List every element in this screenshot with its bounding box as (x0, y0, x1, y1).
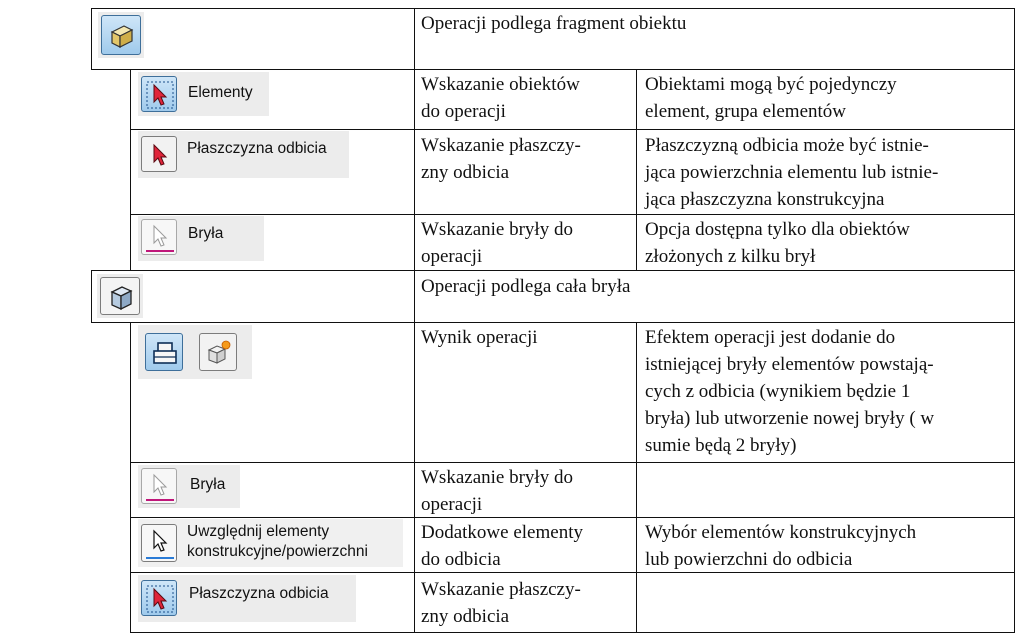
section-1-title: Operacji podlega fragment obiektu (421, 13, 687, 34)
note-cell: Opcja dostępna tylko dla obiektów złożonych z kilku brył (645, 219, 910, 267)
plaszczyzna-select-button[interactable] (141, 136, 177, 172)
note-cell: Obiektami mogą być pojedynczy element, grupa elementów (645, 74, 897, 122)
note-cell: Efektem operacji jest dodanie do istniejącej bryły elementów powstają- cych z odbicia (wynikiem będzie 1 bryła) lub utworzenie nowej bryły ( w sumie będą 2 bryły) (645, 327, 935, 456)
bryla-select-button[interactable] (141, 219, 177, 255)
bryla-control (138, 465, 240, 508)
grid-line (130, 462, 1015, 463)
grid-line (91, 8, 1015, 9)
select-arrow-icon (142, 77, 178, 113)
bryla-select-button[interactable] (141, 468, 177, 504)
selection-underline (146, 557, 174, 559)
join-solid-icon (146, 334, 184, 372)
bryla-control (138, 216, 264, 261)
grid-line (91, 69, 1015, 70)
select-arrow-icon (142, 137, 178, 173)
uwzglednij-select-button[interactable] (141, 524, 177, 562)
uwzglednij-label-line2: konstrukcyjne/powierzchni (187, 543, 368, 560)
uwzglednij-label-line1: Uwzględnij elementy (187, 523, 330, 540)
result-controls (138, 325, 252, 379)
plaszczyzna-label: Płaszczyzna odbicia (189, 585, 329, 602)
elementy-label: Elementy (188, 84, 253, 101)
description-cell: Dodatkowe elementy do odbicia (421, 522, 583, 570)
description-cell: Wynik operacji (421, 327, 538, 348)
grid-line (130, 129, 1015, 130)
elementy-select-button[interactable] (141, 76, 177, 112)
plaszczyzna-select-button[interactable] (141, 580, 177, 616)
select-arrow-icon (142, 581, 178, 617)
grid-line (91, 270, 92, 323)
grid-line (414, 8, 415, 633)
uwzglednij-control (138, 519, 403, 567)
grid-line (1014, 8, 1015, 633)
description-cell: Wskazanie płaszczy- zny odbicia (421, 579, 581, 627)
selection-underline (146, 250, 174, 252)
elementy-control (138, 72, 269, 116)
grid-line (130, 214, 1015, 215)
solid-body-icon[interactable] (100, 277, 140, 315)
plaszczyzna-label: Płaszczyzna odbicia (187, 140, 327, 157)
new-solid-icon (200, 334, 238, 372)
grid-line (130, 322, 131, 633)
section-2-title: Operacji podlega cała bryła (421, 276, 631, 297)
header-icon-panel (98, 12, 144, 58)
join-solid-button[interactable] (145, 333, 183, 371)
description-cell: Wskazanie obiektów do operacji (421, 74, 580, 122)
plaszczyzna-control (138, 131, 349, 178)
note-cell: Wybór elementów konstrukcyjnych lub powierzchni do odbicia (645, 522, 917, 570)
description-cell: Wskazanie płaszczy- zny odbicia (421, 135, 581, 183)
plaszczyzna-control (138, 575, 356, 622)
note-cell: Płaszczyzną odbicia może być istnie- jąca powierzchnia elementu lub istnie- jąca płaszczyzna konstrukcyjna (645, 135, 939, 210)
header-icon-panel (97, 274, 143, 318)
bryla-label: Bryła (188, 225, 224, 242)
grid-line (636, 69, 637, 271)
fragment-extrude-icon[interactable] (101, 15, 141, 55)
grid-line (91, 270, 1015, 271)
selection-underline (146, 499, 174, 501)
description-cell: Wskazanie bryły do operacji (421, 467, 573, 515)
new-solid-button[interactable] (199, 333, 237, 371)
grid-line (130, 69, 131, 271)
description-cell: Wskazanie bryły do operacji (421, 219, 573, 267)
grid-line (91, 8, 92, 70)
grid-line (636, 322, 637, 633)
grid-line (130, 632, 1015, 633)
grid-line (91, 322, 1015, 323)
bryla-label: Bryła (190, 476, 226, 493)
